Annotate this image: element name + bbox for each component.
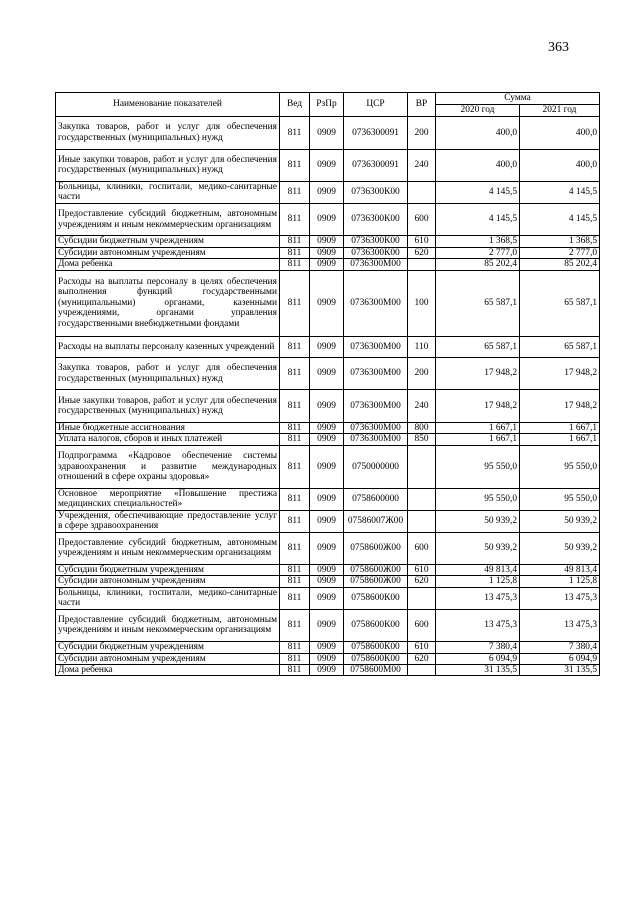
row-sum-2021: 95 550,0 [520,445,600,488]
row-ved: 811 [280,182,310,204]
row-sum-2021: 1 125,8 [520,576,600,587]
header-ved: Вед [280,93,310,117]
row-rzpr: 0909 [310,565,344,576]
header-csr: ЦСР [344,93,408,117]
row-rzpr: 0909 [310,532,344,565]
row-name: Субсидии бюджетным учреждениям [56,642,280,653]
header-name: Наименование показателей [56,93,280,117]
row-sum-2020: 17 948,2 [436,390,520,423]
row-vr: 240 [408,149,436,182]
row-ved: 811 [280,653,310,664]
row-name: Предоставление субсидий бюджетным, автономным учреждениям и иным некоммерческим организациям [56,203,280,236]
row-csr: 0758600Ж00 [344,532,408,565]
row-sum-2021: 50 939,2 [520,532,600,565]
row-ved: 811 [280,390,310,423]
table-row [56,510,600,532]
table-row [56,653,600,664]
row-csr: 0758600К00 [344,642,408,653]
row-sum-2020: 95 550,0 [436,488,520,510]
row-name: Субсидии бюджетным учреждениям [56,236,280,247]
row-vr [408,445,436,488]
row-csr: 0758600Ж00 [344,576,408,587]
row-sum-2021: 85 202,4 [520,259,600,270]
row-vr: 610 [408,236,436,247]
row-name: Больницы, клиники, госпитали, медико-санитарные части [56,587,280,609]
row-csr: 0758600000 [344,488,408,510]
header-year-2020: 2020 год [436,105,520,117]
row-rzpr: 0909 [310,336,344,357]
row-csr: 0758600К00 [344,653,408,664]
table-row [56,488,600,510]
row-ved: 811 [280,664,310,675]
row-csr: 0736300К00 [344,236,408,247]
row-name: Дома ребенка [56,259,280,270]
row-csr: 0758600М00 [344,664,408,675]
row-csr: 0736300М00 [344,259,408,270]
row-ved: 811 [280,247,310,258]
row-sum-2020: 31 135,5 [436,664,520,675]
row-vr: 600 [408,609,436,642]
table-row [56,357,600,390]
row-rzpr: 0909 [310,587,344,609]
row-rzpr: 0909 [310,390,344,423]
row-sum-2021: 7 380,4 [520,642,600,653]
row-vr: 600 [408,203,436,236]
row-name: Больницы, клиники, госпитали, медико-санитарные части [56,182,280,204]
row-ved: 811 [280,532,310,565]
row-vr: 620 [408,247,436,258]
row-vr: 620 [408,653,436,664]
row-ved: 811 [280,149,310,182]
table-row [56,247,600,258]
row-sum-2020: 400,0 [436,117,520,150]
row-csr: 0736300М00 [344,336,408,357]
row-sum-2020: 50 939,2 [436,510,520,532]
row-csr: 0758600Ж00 [344,565,408,576]
row-ved: 811 [280,609,310,642]
row-ved: 811 [280,270,310,336]
row-name: Расходы на выплаты персоналу казенных учреждений [56,336,280,357]
row-sum-2021: 95 550,0 [520,488,600,510]
row-sum-2020: 1 125,8 [436,576,520,587]
row-ved: 811 [280,357,310,390]
row-sum-2020: 6 094,9 [436,653,520,664]
row-ved: 811 [280,445,310,488]
row-vr: 610 [408,565,436,576]
row-ved: 811 [280,203,310,236]
row-sum-2021: 50 939,2 [520,510,600,532]
row-csr: 0736300М00 [344,390,408,423]
row-name: Подпрограмма «Кадровое обеспечение системы здравоохранения и развитие международных отношений в сфере охраны здоровья» [56,445,280,488]
row-name: Иные бюджетные ассигнования [56,422,280,433]
row-sum-2020: 13 475,3 [436,587,520,609]
row-name: Субсидии автономным учреждениям [56,653,280,664]
row-csr: 0736300М00 [344,422,408,433]
row-name: Закупка товаров, работ и услуг для обеспечения государственных (муниципальных) нужд [56,117,280,150]
row-ved: 811 [280,259,310,270]
row-sum-2020: 65 587,1 [436,336,520,357]
row-sum-2021: 13 475,3 [520,587,600,609]
row-rzpr: 0909 [310,609,344,642]
header-sum: Сумма [436,93,600,105]
row-ved: 811 [280,336,310,357]
row-rzpr: 0909 [310,488,344,510]
row-sum-2020: 1 667,1 [436,434,520,445]
row-sum-2021: 1 368,5 [520,236,600,247]
row-sum-2020: 2 777,0 [436,247,520,258]
table-row [56,642,600,653]
table-row [56,259,600,270]
row-sum-2021: 13 475,3 [520,609,600,642]
row-csr: 07586007Ж00 [344,510,408,532]
row-vr: 620 [408,576,436,587]
row-sum-2020: 85 202,4 [436,259,520,270]
row-csr: 0758600К00 [344,587,408,609]
row-rzpr: 0909 [310,357,344,390]
row-vr: 110 [408,336,436,357]
row-vr [408,510,436,532]
row-name: Субсидии бюджетным учреждениям [56,565,280,576]
row-vr [408,587,436,609]
row-name: Предоставление субсидий бюджетным, автономным учреждениям и иным некоммерческим организациям [56,609,280,642]
row-sum-2021: 2 777,0 [520,247,600,258]
table-row [56,422,600,433]
row-rzpr: 0909 [310,434,344,445]
row-sum-2021: 4 145,5 [520,203,600,236]
row-csr: 0736300М00 [344,434,408,445]
row-vr: 610 [408,642,436,653]
row-rzpr: 0909 [310,182,344,204]
row-sum-2021: 1 667,1 [520,422,600,433]
row-ved: 811 [280,642,310,653]
row-rzpr: 0909 [310,576,344,587]
row-rzpr: 0909 [310,270,344,336]
row-ved: 811 [280,117,310,150]
row-sum-2021: 49 813,4 [520,565,600,576]
row-rzpr: 0909 [310,259,344,270]
row-sum-2020: 65 587,1 [436,270,520,336]
row-sum-2021: 17 948,2 [520,390,600,423]
row-vr [408,664,436,675]
row-vr [408,488,436,510]
row-vr [408,259,436,270]
row-rzpr: 0909 [310,422,344,433]
row-sum-2020: 50 939,2 [436,532,520,565]
row-rzpr: 0909 [310,445,344,488]
row-ved: 811 [280,434,310,445]
row-csr: 0736300К00 [344,203,408,236]
table-row [56,182,600,204]
header-year-2021: 2021 год [520,105,600,117]
table-row [56,270,600,336]
row-vr: 800 [408,422,436,433]
row-csr: 0736300К00 [344,247,408,258]
row-csr: 0736300М00 [344,270,408,336]
row-csr: 0750000000 [344,445,408,488]
row-sum-2020: 400,0 [436,149,520,182]
row-csr: 0736300091 [344,117,408,150]
table-row [56,203,600,236]
table-row [56,565,600,576]
row-name: Субсидии автономным учреждениям [56,247,280,258]
row-sum-2021: 17 948,2 [520,357,600,390]
row-name: Дома ребенка [56,664,280,675]
row-sum-2020: 1 667,1 [436,422,520,433]
row-sum-2020: 17 948,2 [436,357,520,390]
row-name: Иные закупки товаров, работ и услуг для обеспечения государственных (муниципальных) нужд [56,149,280,182]
row-ved: 811 [280,488,310,510]
row-vr [408,182,436,204]
row-sum-2020: 1 368,5 [436,236,520,247]
table-row [56,117,600,150]
row-sum-2021: 400,0 [520,149,600,182]
row-name: Расходы на выплаты персоналу в целях обеспечения выполнения функций государственными (муниципальными) органами, казенными учреждениями, органами управления государственными внебюджетными фондами [56,270,280,336]
page-number: 363 [548,40,569,55]
row-sum-2020: 13 475,3 [436,609,520,642]
row-csr: 0736300К00 [344,182,408,204]
header-vr: ВР [408,93,436,117]
row-csr: 0758600К00 [344,609,408,642]
table-row [56,434,600,445]
row-sum-2021: 4 145,5 [520,182,600,204]
row-ved: 811 [280,587,310,609]
table-row [56,445,600,488]
table-row [56,609,600,642]
table-row [56,664,600,675]
row-name: Иные закупки товаров, работ и услуг для обеспечения государственных (муниципальных) нужд [56,390,280,423]
row-sum-2021: 31 135,5 [520,664,600,675]
row-ved: 811 [280,236,310,247]
table-header [56,93,600,117]
row-sum-2021: 1 667,1 [520,434,600,445]
row-name: Предоставление субсидий бюджетным, автономным учреждениям и иным некоммерческим организациям [56,532,280,565]
row-sum-2020: 49 813,4 [436,565,520,576]
row-vr: 200 [408,357,436,390]
table-row [56,587,600,609]
row-csr: 0736300М00 [344,357,408,390]
row-name: Уплата налогов, сборов и иных платежей [56,434,280,445]
row-rzpr: 0909 [310,653,344,664]
table-row [56,576,600,587]
row-name: Субсидии автономным учреждениям [56,576,280,587]
row-ved: 811 [280,565,310,576]
row-sum-2020: 4 145,5 [436,203,520,236]
row-rzpr: 0909 [310,642,344,653]
row-sum-2021: 65 587,1 [520,270,600,336]
row-sum-2020: 4 145,5 [436,182,520,204]
row-ved: 811 [280,576,310,587]
row-rzpr: 0909 [310,117,344,150]
row-sum-2021: 6 094,9 [520,653,600,664]
table-row [56,532,600,565]
table-body [56,117,600,676]
row-name: Учреждения, обеспечивающие предоставление услуг в сфере здравоохранения [56,510,280,532]
row-sum-2021: 400,0 [520,117,600,150]
row-vr: 100 [408,270,436,336]
table-row [56,149,600,182]
row-rzpr: 0909 [310,247,344,258]
row-name: Основное мероприятие «Повышение престижа медицинских специальностей» [56,488,280,510]
row-ved: 811 [280,422,310,433]
row-rzpr: 0909 [310,236,344,247]
budget-table [55,92,600,676]
row-rzpr: 0909 [310,203,344,236]
row-csr: 0736300091 [344,149,408,182]
table-row [56,236,600,247]
row-rzpr: 0909 [310,664,344,675]
row-sum-2020: 7 380,4 [436,642,520,653]
table-row [56,336,600,357]
table-row [56,390,600,423]
row-ved: 811 [280,510,310,532]
row-vr: 240 [408,390,436,423]
header-rzpr: РзПр [310,93,344,117]
row-sum-2020: 95 550,0 [436,445,520,488]
row-vr: 200 [408,117,436,150]
row-vr: 850 [408,434,436,445]
row-rzpr: 0909 [310,149,344,182]
row-rzpr: 0909 [310,510,344,532]
row-sum-2021: 65 587,1 [520,336,600,357]
row-vr: 600 [408,532,436,565]
row-name: Закупка товаров, работ и услуг для обеспечения государственных (муниципальных) нужд [56,357,280,390]
